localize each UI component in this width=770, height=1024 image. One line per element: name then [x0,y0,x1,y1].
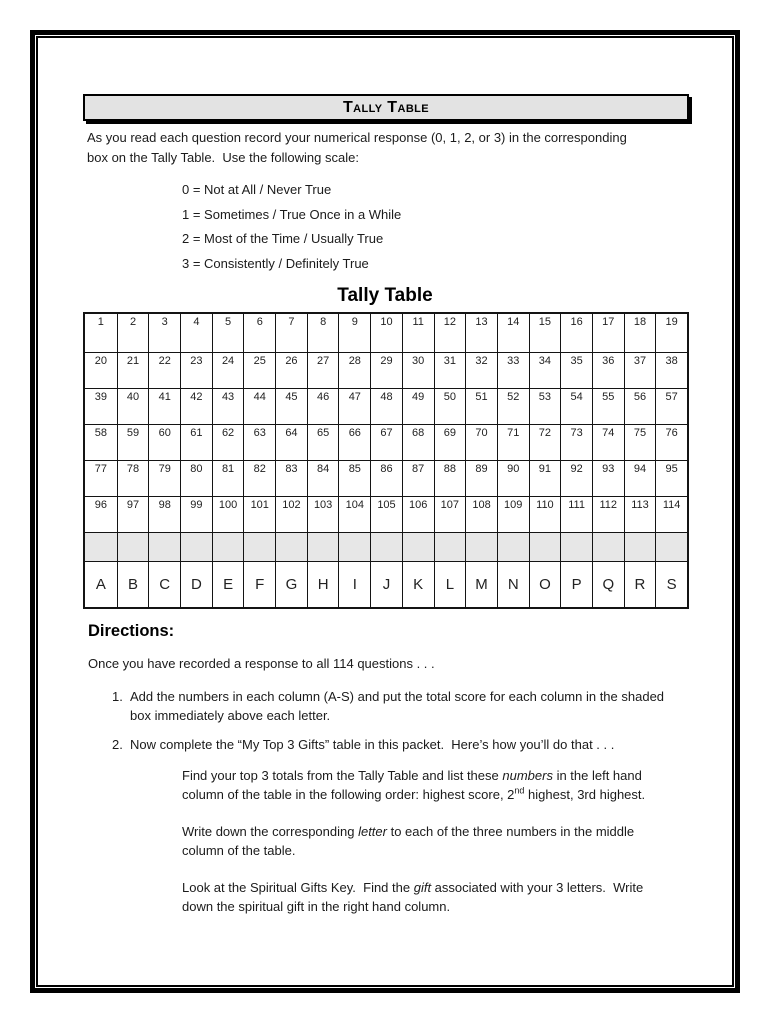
tally-cell-17[interactable] [592,314,624,352]
question-number: 86 [380,463,393,475]
tally-cell-1[interactable] [85,314,117,352]
tally-cell-64[interactable] [275,425,307,460]
letter-cell-B: B [117,562,149,607]
tally-cell-104[interactable] [338,497,370,532]
tally-row [85,352,687,388]
letter-cell-H: H [307,562,339,607]
direction-item-text: Now complete the “My Top 3 Gifts” table in this packet. Here’s how you’ll do that . . . [130,737,615,752]
tally-cell-87[interactable] [402,461,434,496]
question-number: 114 [662,499,681,511]
tally-cell-43[interactable] [212,389,244,424]
question-number: 60 [158,427,171,439]
letter-cell-G: G [275,562,307,607]
scale-item: 1 = Sometimes / True Once in a While [182,206,402,222]
tally-cell-5[interactable] [212,314,244,352]
question-number: 94 [633,463,647,475]
letter-cell-D: D [180,562,212,607]
directions-heading: Directions: [88,622,175,640]
question-number: 7 [288,316,295,328]
total-box-J[interactable] [370,533,402,561]
tally-cell-40[interactable] [117,389,149,424]
question-number: 39 [94,391,107,403]
tally-cell-4[interactable] [180,314,212,352]
question-number: 105 [377,499,396,511]
scale-item: 2 = Most of the Time / Usually True [182,231,384,246]
tally-cell-59[interactable] [117,425,149,460]
question-number: 14 [507,316,520,328]
direction-item [112,688,678,725]
question-number: 23 [190,355,203,367]
question-number: 71 [507,427,520,439]
directions-numbered-list [112,688,678,766]
tally-cell-106[interactable] [402,497,434,532]
intro-text: As you read each question record your numerical response (0, 1, 2, or 3) in the corresponding box on the Tally Table. Use the following scale: [87,130,631,165]
question-number: 103 [313,499,333,511]
question-number: 32 [475,355,488,367]
scale-item: 0 = Not at All / Never True [182,182,332,197]
tally-cell-41[interactable] [148,389,180,424]
letter-cell-J: J [370,562,402,607]
question-number: 12 [443,316,456,328]
tally-cell-91[interactable] [529,461,561,496]
total-box-I[interactable] [338,533,370,561]
tally-cell-15[interactable] [529,314,561,352]
question-number: 9 [351,316,358,328]
directions-subparagraphs [182,767,669,935]
tally-cell-112[interactable] [592,497,624,532]
tally-cell-33[interactable] [497,353,529,388]
question-number: 91 [538,463,552,475]
question-number: 44 [253,391,266,403]
tally-cell-74[interactable] [592,425,624,460]
letter-cell-F: F [243,562,275,607]
tally-cell-42[interactable] [180,389,212,424]
tally-cell-81[interactable] [212,461,244,496]
tally-cell-50[interactable] [434,389,466,424]
direction-item-text: Add the numbers in each column (A-S) and put the total score for each column in the shaded box immediately above each letter. [130,689,668,723]
tally-cell-22[interactable] [148,353,180,388]
question-number: 98 [158,499,171,511]
tally-cell-6[interactable] [243,314,275,352]
question-number: 95 [665,463,678,475]
tally-cell-9[interactable] [338,314,370,352]
question-number: 87 [412,463,425,475]
total-box-N[interactable] [497,533,529,561]
question-number: 67 [380,427,393,439]
question-number: 11 [412,316,424,328]
tally-cell-88[interactable] [434,461,466,496]
question-number: 102 [282,499,301,511]
tally-cell-107[interactable] [434,497,466,532]
tally-cell-27[interactable] [307,353,339,388]
question-number: 21 [126,355,140,367]
question-number: 43 [221,391,235,403]
total-box-M[interactable] [465,533,497,561]
tally-cell-21[interactable] [117,353,149,388]
tally-table [83,312,689,609]
question-number: 41 [158,391,171,403]
letter-cell-K: K [402,562,434,607]
tally-cell-56[interactable] [624,389,656,424]
question-number: 49 [412,391,425,403]
question-number: 8 [320,316,327,328]
question-number: 110 [536,499,554,511]
question-number: 52 [507,391,520,403]
tally-cell-44[interactable] [243,389,275,424]
question-number: 113 [631,499,649,511]
question-number: 2 [129,316,137,328]
tally-cell-29[interactable] [370,353,402,388]
question-number: 27 [317,355,330,367]
tally-cell-32[interactable] [465,353,497,388]
question-number: 46 [317,391,330,403]
question-number: 59 [126,427,140,439]
tally-cell-98[interactable] [148,497,180,532]
total-box-K[interactable] [402,533,434,561]
question-number: 13 [475,316,488,328]
question-number: 19 [665,316,678,328]
tally-cell-63[interactable] [243,425,275,460]
tally-cell-105[interactable] [370,497,402,532]
question-number: 66 [348,427,361,439]
question-number: 82 [253,463,266,475]
question-number: 107 [440,499,460,511]
tally-cell-70[interactable] [465,425,497,460]
tally-cell-109[interactable] [497,497,529,532]
tally-cell-110[interactable] [529,497,561,532]
question-number: 30 [412,355,425,367]
tally-cell-82[interactable] [243,461,275,496]
total-box-R[interactable] [624,533,656,561]
letter-cell-L: L [434,562,466,607]
tally-cell-66[interactable] [338,425,370,460]
tally-cell-101[interactable] [243,497,275,532]
tally-cell-80[interactable] [180,461,212,496]
question-number: 16 [570,316,583,328]
tally-cell-72[interactable] [529,425,561,460]
question-number: 101 [250,499,269,511]
direction-subparagraph: Look at the Spiritual Gifts Key. Find the gift associated with your 3 letters. Write down the spiritual gift in the right hand column. [182,880,647,914]
letter-cell-A: A [95,576,106,593]
question-number: 20 [94,355,107,367]
tally-table-banner [83,94,689,121]
question-number: 62 [221,427,235,439]
tally-cell-62[interactable] [212,425,244,460]
question-number: 57 [665,391,678,403]
total-box-F[interactable] [243,533,275,561]
tally-cell-28[interactable] [338,353,370,388]
direction-subparagraph: Find your top 3 totals from the Tally Table and list these numbers in the left hand column of the table in the following order: highest score, 2nd highest, 3rd highest. [182,768,646,802]
tally-cell-102[interactable] [275,497,307,532]
total-box-A[interactable] [85,533,117,561]
tally-cell-47[interactable] [338,389,370,424]
letter-cell-C: C [148,562,180,607]
tally-cell-99[interactable] [180,497,212,532]
question-number: 56 [633,391,647,403]
tally-cell-75[interactable] [624,425,656,460]
tally-cell-97[interactable] [117,497,149,532]
question-number: 111 [568,499,585,511]
tally-cell-71[interactable] [497,425,529,460]
question-number: 88 [443,463,456,475]
question-number: 72 [538,427,552,439]
question-number: 24 [221,355,235,367]
tally-cell-61[interactable] [180,425,212,460]
tally-cell-11[interactable] [402,314,434,352]
question-number: 81 [221,463,235,475]
question-number: 18 [633,316,647,328]
tally-cell-31[interactable] [434,353,466,388]
question-number: 3 [161,316,168,328]
directions-lead: Once you have recorded a response to all 114 questions . . . [88,656,435,671]
letter-cell-Q: Q [592,562,624,607]
total-box-O[interactable] [529,533,561,561]
tally-cell-60[interactable] [148,425,180,460]
tally-cell-25[interactable] [243,353,275,388]
tally-row [85,460,687,496]
letter-cell-P: P [560,562,592,607]
tally-cell-20[interactable] [85,353,117,388]
tally-cell-90[interactable] [497,461,529,496]
question-number: 104 [345,499,364,511]
question-number: 34 [538,355,552,367]
tally-cell-18[interactable] [624,314,656,352]
total-box-D[interactable] [180,533,212,561]
question-number: 25 [253,355,266,367]
tally-cell-34[interactable] [529,353,561,388]
question-number: 51 [475,391,488,403]
question-number: 93 [602,463,615,475]
tally-cell-78[interactable] [117,461,149,496]
question-number: 65 [317,427,330,439]
question-number: 63 [253,427,266,439]
question-number: 78 [126,463,140,475]
direction-item-number: 1. [112,689,123,704]
tally-cell-30[interactable] [402,353,434,388]
total-box-S[interactable] [655,533,687,561]
question-number: 37 [633,355,647,367]
question-number: 26 [285,355,298,367]
total-box-P[interactable] [560,533,592,561]
tally-cell-24[interactable] [212,353,244,388]
question-number: 83 [285,463,298,475]
question-number: 15 [538,316,552,328]
tally-cell-79[interactable] [148,461,180,496]
tally-cell-37[interactable] [624,353,656,388]
question-number: 90 [507,463,520,475]
question-number: 53 [538,391,552,403]
tally-cell-14[interactable] [497,314,529,352]
question-number: 112 [599,499,618,511]
tally-cell-86[interactable] [370,461,402,496]
tally-cell-67[interactable] [370,425,402,460]
total-box-G[interactable] [275,533,307,561]
question-number: 48 [380,391,393,403]
question-number: 74 [602,427,615,439]
question-number: 1 [97,316,104,328]
question-number: 47 [348,391,361,403]
tally-cell-103[interactable] [307,497,339,532]
tally-cell-57[interactable] [655,389,687,424]
tally-cell-76[interactable] [655,425,687,460]
tally-cell-69[interactable] [434,425,466,460]
letter-row [85,561,687,607]
tally-cell-36[interactable] [592,353,624,388]
direction-item-number: 2. [112,737,123,752]
question-number: 89 [475,463,488,475]
tally-row [85,424,687,460]
letter-cell-I: I [338,562,370,607]
question-number: 96 [94,499,107,511]
question-number: 33 [507,355,520,367]
question-number: 109 [504,499,523,511]
tally-cell-93[interactable] [592,461,624,496]
tally-cell-54[interactable] [560,389,592,424]
question-number: 80 [190,463,203,475]
tally-cell-95[interactable] [655,461,687,496]
total-box-C[interactable] [148,533,180,561]
tally-cell-85[interactable] [338,461,370,496]
question-number: 31 [443,355,456,367]
question-number: 35 [570,355,583,367]
question-number: 36 [602,355,615,367]
question-number: 70 [475,427,488,439]
question-number: 99 [190,499,203,511]
response-scale-list [182,180,401,278]
banner-title: Tally Table [342,98,430,116]
letter-cell-M: M [465,562,497,607]
total-box-E[interactable] [212,533,244,561]
question-number: 50 [443,391,456,403]
total-box-H[interactable] [307,533,339,561]
tally-cell-23[interactable] [180,353,212,388]
tally-cell-3[interactable] [148,314,180,352]
tally-cell-114[interactable] [655,497,687,532]
tally-cell-8[interactable] [307,314,339,352]
question-number: 55 [602,391,615,403]
direction-subparagraph: Write down the corresponding letter to each of the three numbers in the middle column of the table. [182,824,638,858]
question-number: 64 [285,427,298,439]
tally-cell-89[interactable] [465,461,497,496]
tally-cell-2[interactable] [117,314,149,352]
question-number: 97 [126,499,140,511]
question-number: 5 [225,316,232,328]
question-number: 54 [570,391,583,403]
tally-row [85,388,687,424]
tally-cell-19[interactable] [655,314,687,352]
tally-cell-111[interactable] [560,497,592,532]
tally-cell-26[interactable] [275,353,307,388]
question-number: 61 [190,427,203,439]
tally-cell-38[interactable] [655,353,687,388]
question-number: 45 [285,391,298,403]
tally-cell-113[interactable] [624,497,656,532]
question-number: 100 [218,499,238,511]
tally-row [85,314,687,352]
question-number: 77 [94,463,107,475]
tally-cell-94[interactable] [624,461,656,496]
tally-cell-7[interactable] [275,314,307,352]
tally-cell-51[interactable] [465,389,497,424]
question-number: 75 [633,427,647,439]
direction-item [112,736,678,755]
total-box-Q[interactable] [592,533,624,561]
tally-cell-53[interactable] [529,389,561,424]
tally-cell-48[interactable] [370,389,402,424]
question-number: 6 [256,316,263,328]
question-number: 10 [380,316,393,328]
question-number: 92 [570,463,583,475]
tally-cell-49[interactable] [402,389,434,424]
question-number: 42 [190,391,203,403]
question-number: 58 [94,427,107,439]
tally-cell-52[interactable] [497,389,529,424]
tally-cell-77[interactable] [85,461,117,496]
tally-row [85,496,687,532]
question-number: 68 [412,427,425,439]
letter-cell-R: R [624,562,656,607]
tally-cell-39[interactable] [85,389,117,424]
tally-cell-100[interactable] [212,497,244,532]
total-box-B[interactable] [117,533,149,561]
total-row [85,532,687,561]
tally-cell-96[interactable] [85,497,117,532]
total-box-L[interactable] [434,533,466,561]
tally-cell-13[interactable] [465,314,497,352]
letter-cell-E: E [212,562,244,607]
question-number: 76 [665,427,678,439]
question-number: 85 [348,463,361,475]
tally-cell-12[interactable] [434,314,466,352]
tally-cell-84[interactable] [307,461,339,496]
question-number: 69 [443,427,456,439]
tally-cell-58[interactable] [85,425,117,460]
question-number: 17 [602,316,615,328]
tally-cell-108[interactable] [465,497,497,532]
tally-table-title: Tally Table [337,285,433,306]
letter-cell-O: O [529,562,561,607]
scale-item: 3 = Consistently / Definitely True [182,255,369,271]
question-number: 22 [158,355,171,367]
tally-cell-68[interactable] [402,425,434,460]
tally-cell-35[interactable] [560,353,592,388]
question-number: 106 [408,499,428,511]
tally-cell-92[interactable] [560,461,592,496]
tally-cell-45[interactable] [275,389,307,424]
question-number: 29 [380,355,393,367]
tally-cell-83[interactable] [275,461,307,496]
question-number: 40 [126,391,140,403]
question-number: 73 [570,427,583,439]
question-number: 38 [665,355,678,367]
letter-cell-N: N [497,562,529,607]
tally-cell-16[interactable] [560,314,592,352]
question-number: 84 [317,463,330,475]
tally-cell-46[interactable] [307,389,339,424]
letter-cell-S: S [655,562,687,607]
tally-cell-73[interactable] [560,425,592,460]
tally-cell-55[interactable] [592,389,624,424]
tally-cell-10[interactable] [370,314,402,352]
question-number: 108 [472,499,491,511]
question-number: 28 [348,355,361,367]
question-number: 4 [193,316,200,328]
question-number: 79 [158,463,171,475]
tally-cell-65[interactable] [307,425,339,460]
